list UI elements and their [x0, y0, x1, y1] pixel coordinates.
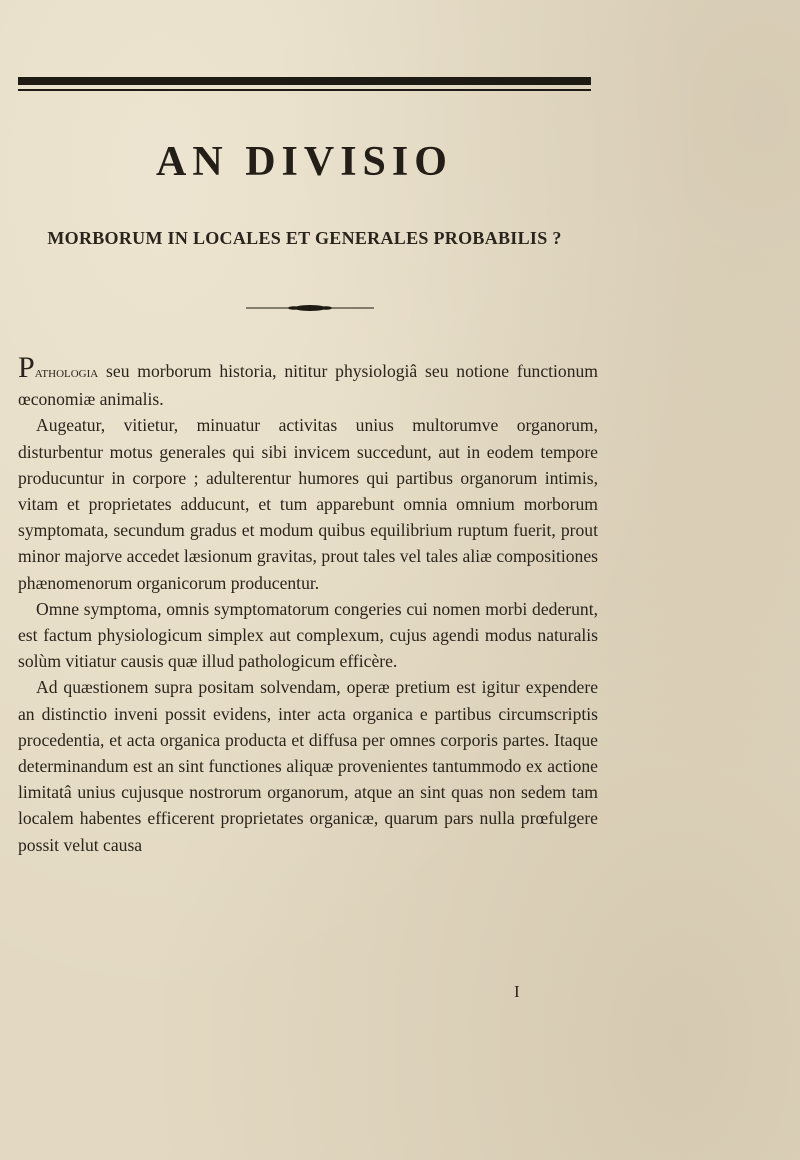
body-text — [18, 351, 598, 858]
page-title: AN DIVISIO — [156, 139, 453, 185]
paragraph-1-text: seu morborum historia, nititur physiologiâ seu notione functionum œconomiæ animalis. — [18, 361, 598, 410]
ornament-divider-icon — [246, 302, 374, 314]
header-rule-thick — [18, 77, 591, 85]
paragraph-1 — [18, 351, 598, 412]
paragraph-2: Augeatur, vitietur, minuatur activitas unius multorumve organorum, disturbentur motus generales qui sibi invicem succedunt, aut in eodem tempore producuntur in corpore ; adulterentur humores qui partibus organorum intimis, vitam et proprietates adducunt, et tum apparebunt omnia omnium morborum symptomata, secundum gradus et modum quibus equilibrium ruptum fuerit, prout minor majorve accedet læsionum gravitas, prout tales vel tales aliæ compositiones phænomenorum organicorum producentur. — [18, 415, 598, 593]
drop-cap: P — [18, 351, 35, 384]
page-subtitle: MORBORUM IN LOCALES ET GENERALES PROBABILIS ? — [47, 228, 562, 248]
paragraph-4: Ad quæstionem supra positam solvendam, operæ pretium est igitur expendere an distinctio inveni possit evidens, inter acta organica e partibus circumscriptis procedentia, et acta organica producta et diffusa per omnes corporis partes. Itaque determinandum est an sint functiones aliquæ provenientes tantummodo ex actione limitatâ unius cujusque nostrorum organorum, atque an sint quas non sedem tam localem habentes efficerent proprietates organicæ, quarum pars nulla prœfulgere possit velut causa — [18, 677, 598, 855]
page-number: I — [514, 982, 520, 1001]
header-rule-thin — [18, 89, 591, 91]
paragraph-3: Omne symptoma, omnis symptomatorum congeries cui nomen morbi dederunt, est factum physiologicum simplex aut complexum, cujus agendi modus naturalis solùm vitiatur causis quæ illud pathologicum efficère. — [18, 598, 598, 672]
paragraph-1-smallcaps: athologia — [34, 365, 99, 381]
